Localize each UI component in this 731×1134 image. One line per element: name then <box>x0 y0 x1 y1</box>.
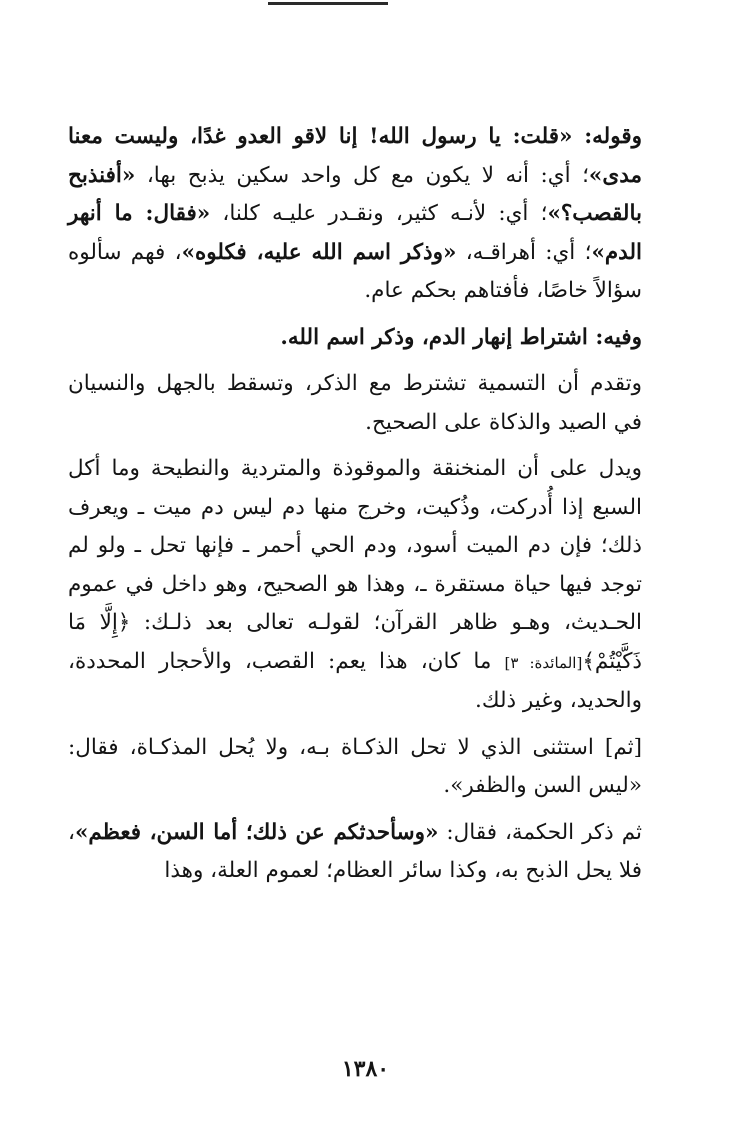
text-run: ؛ أي: لأنـه كثير، ونقـدر عليـه كلنا، <box>210 201 548 226</box>
text-run: «وسأحدثكم عن ذلك؛ أما السن، فعظم» <box>74 819 439 845</box>
paragraph-4 <box>68 450 642 721</box>
text-run: «فقال: ما أنهر الدم» <box>68 201 642 265</box>
text-run: ، فهم سألوه سؤالاً خاصًا، فأفتاهم بحكم عام. <box>68 239 642 303</box>
paragraph-1 <box>68 118 642 311</box>
page-body <box>68 118 642 891</box>
top-rule <box>268 2 388 5</box>
text-run: [ثم] استثنى الذي لا تحل الذكـاة بـه، ولا يُحل المذكـاة، فقال: «ليس السن والظفر». <box>68 734 642 798</box>
text-run: وقوله: «قلت: يا رسول الله! إنا لاقو العدو غدًا، وليست معنا مدى» <box>68 124 642 188</box>
text-run: ، فلا يحل الذبح به، وكذا سائر العظام؛ لعموم العلة، وهذا <box>68 819 642 883</box>
text-run: ما كان، هذا يعم: القصب، والأحجار المحددة، والحديد، وغير ذلك. <box>68 648 642 713</box>
paragraph-2 <box>68 319 642 358</box>
paragraph-6 <box>68 814 642 891</box>
paragraph-5 <box>68 729 642 806</box>
page-number: ١٣٨٠ <box>341 1056 390 1082</box>
text-run: «أفنذبح بالقصب؟» <box>68 162 643 226</box>
paragraph-3 <box>68 365 642 442</box>
text-run: ثم ذكر الحكمة، فقال: <box>438 819 642 845</box>
text-run: ؛ أي: أنه لا يكون مع كل واحد سكين يذبح بها، <box>135 162 589 188</box>
text-run: وفيه: اشتراط إنهار الدم، وذكر اسم الله. <box>280 324 642 350</box>
text-run: ؛ أي: أهراقـه، <box>456 239 592 265</box>
text-run: «وذكر اسم الله عليه، فكلوه» <box>181 239 457 265</box>
text-run: وتقدم أن التسمية تشترط مع الذكر، وتسقط بالجهل والنسيان في الصيد والذكاة على الصحيح. <box>68 371 642 435</box>
text-run: ويدل على أن المنخنقة والموقوذة والمتردية والنطيحة وما أكل السبع إذا أُدركت، وذُكيت، وخرج منها دم ليس دم ميت ـ ويعرف ذلك؛ فإن دم الميت أسود، ودم الحي أحمر ـ فإنها تحل ـ ولو لم توجد فيها حياة مستقرة ـ، وهذا هو الصحيح، وهو داخل في عموم الحـديث، وهـو ظاهر القرآن؛ لقولـه تعالى بعد ذلـك: ﴿إِلَّا مَا ذَكَّيْتُمْ﴾ <box>68 456 643 674</box>
verse-reference: [المائدة: ٣] <box>504 653 583 672</box>
